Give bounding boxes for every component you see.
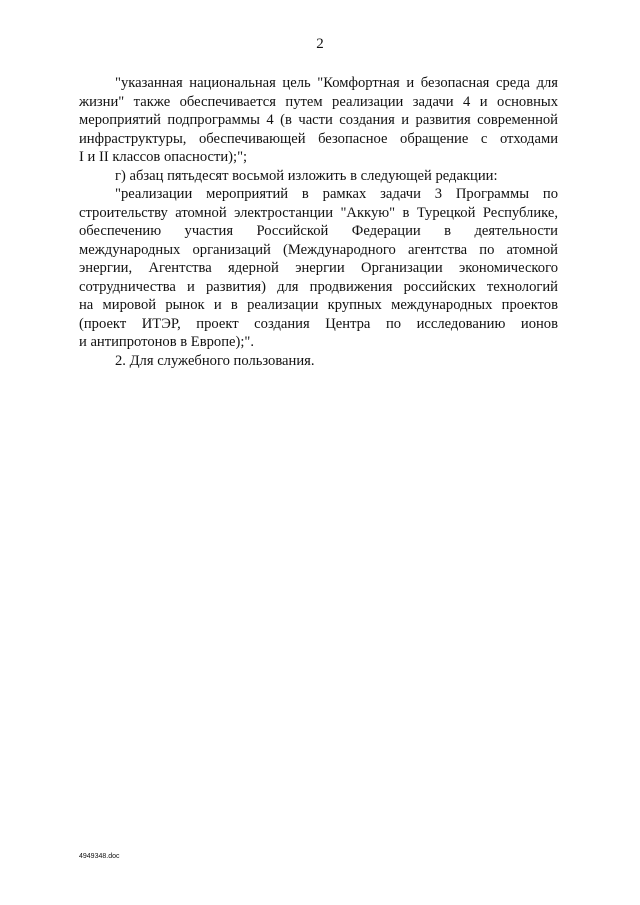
paragraph-line: "реализации мероприятий в рамках задачи 3 Программы по xyxy=(115,186,558,202)
paragraph-line: I и II классов опасности);"; xyxy=(79,149,248,165)
footer-file-name: 4949348.doc xyxy=(79,853,120,860)
paragraph-line: инфраструктуры, обеспечивающей безопасное обращение с отходами xyxy=(79,130,558,147)
paragraph-line: на мировой рынок и в реализации крупных международных проектов xyxy=(79,297,558,313)
paragraph-line: строительству атомной электростанции "Аккую" в Турецкой Республике, xyxy=(79,204,558,221)
paragraph-line: "указанная национальная цель "Комфортная и безопасная среда для xyxy=(115,75,558,91)
paragraph-line: жизни" также обеспечивается путем реализации задачи 4 и основных xyxy=(79,93,558,110)
paragraph-line: 2. Для служебного пользования. xyxy=(115,352,315,369)
paragraph-line: и антипротонов в Европе);". xyxy=(79,334,255,350)
paragraph-line: мероприятий подпрограммы 4 (в части создания и развития современной xyxy=(79,112,558,128)
paragraph-line: (проект ИТЭР, проект создания Центра по исследованию ионов xyxy=(79,315,558,332)
paragraph-line: международных организаций (Международного агентства по атомной xyxy=(79,241,558,258)
paragraph-line: г) абзац пятьдесят восьмой изложить в следующей редакции: xyxy=(115,167,498,184)
paragraph-line: энергии, Агентства ядерной энергии Организации экономического xyxy=(79,260,558,276)
paragraph-line: обеспечению участия Российской Федерации в деятельности xyxy=(79,223,558,239)
page-number: 2 xyxy=(316,36,324,52)
document-body xyxy=(79,74,558,370)
paragraph-line: сотрудничества и развития) для продвижения российских технологий xyxy=(79,278,558,295)
